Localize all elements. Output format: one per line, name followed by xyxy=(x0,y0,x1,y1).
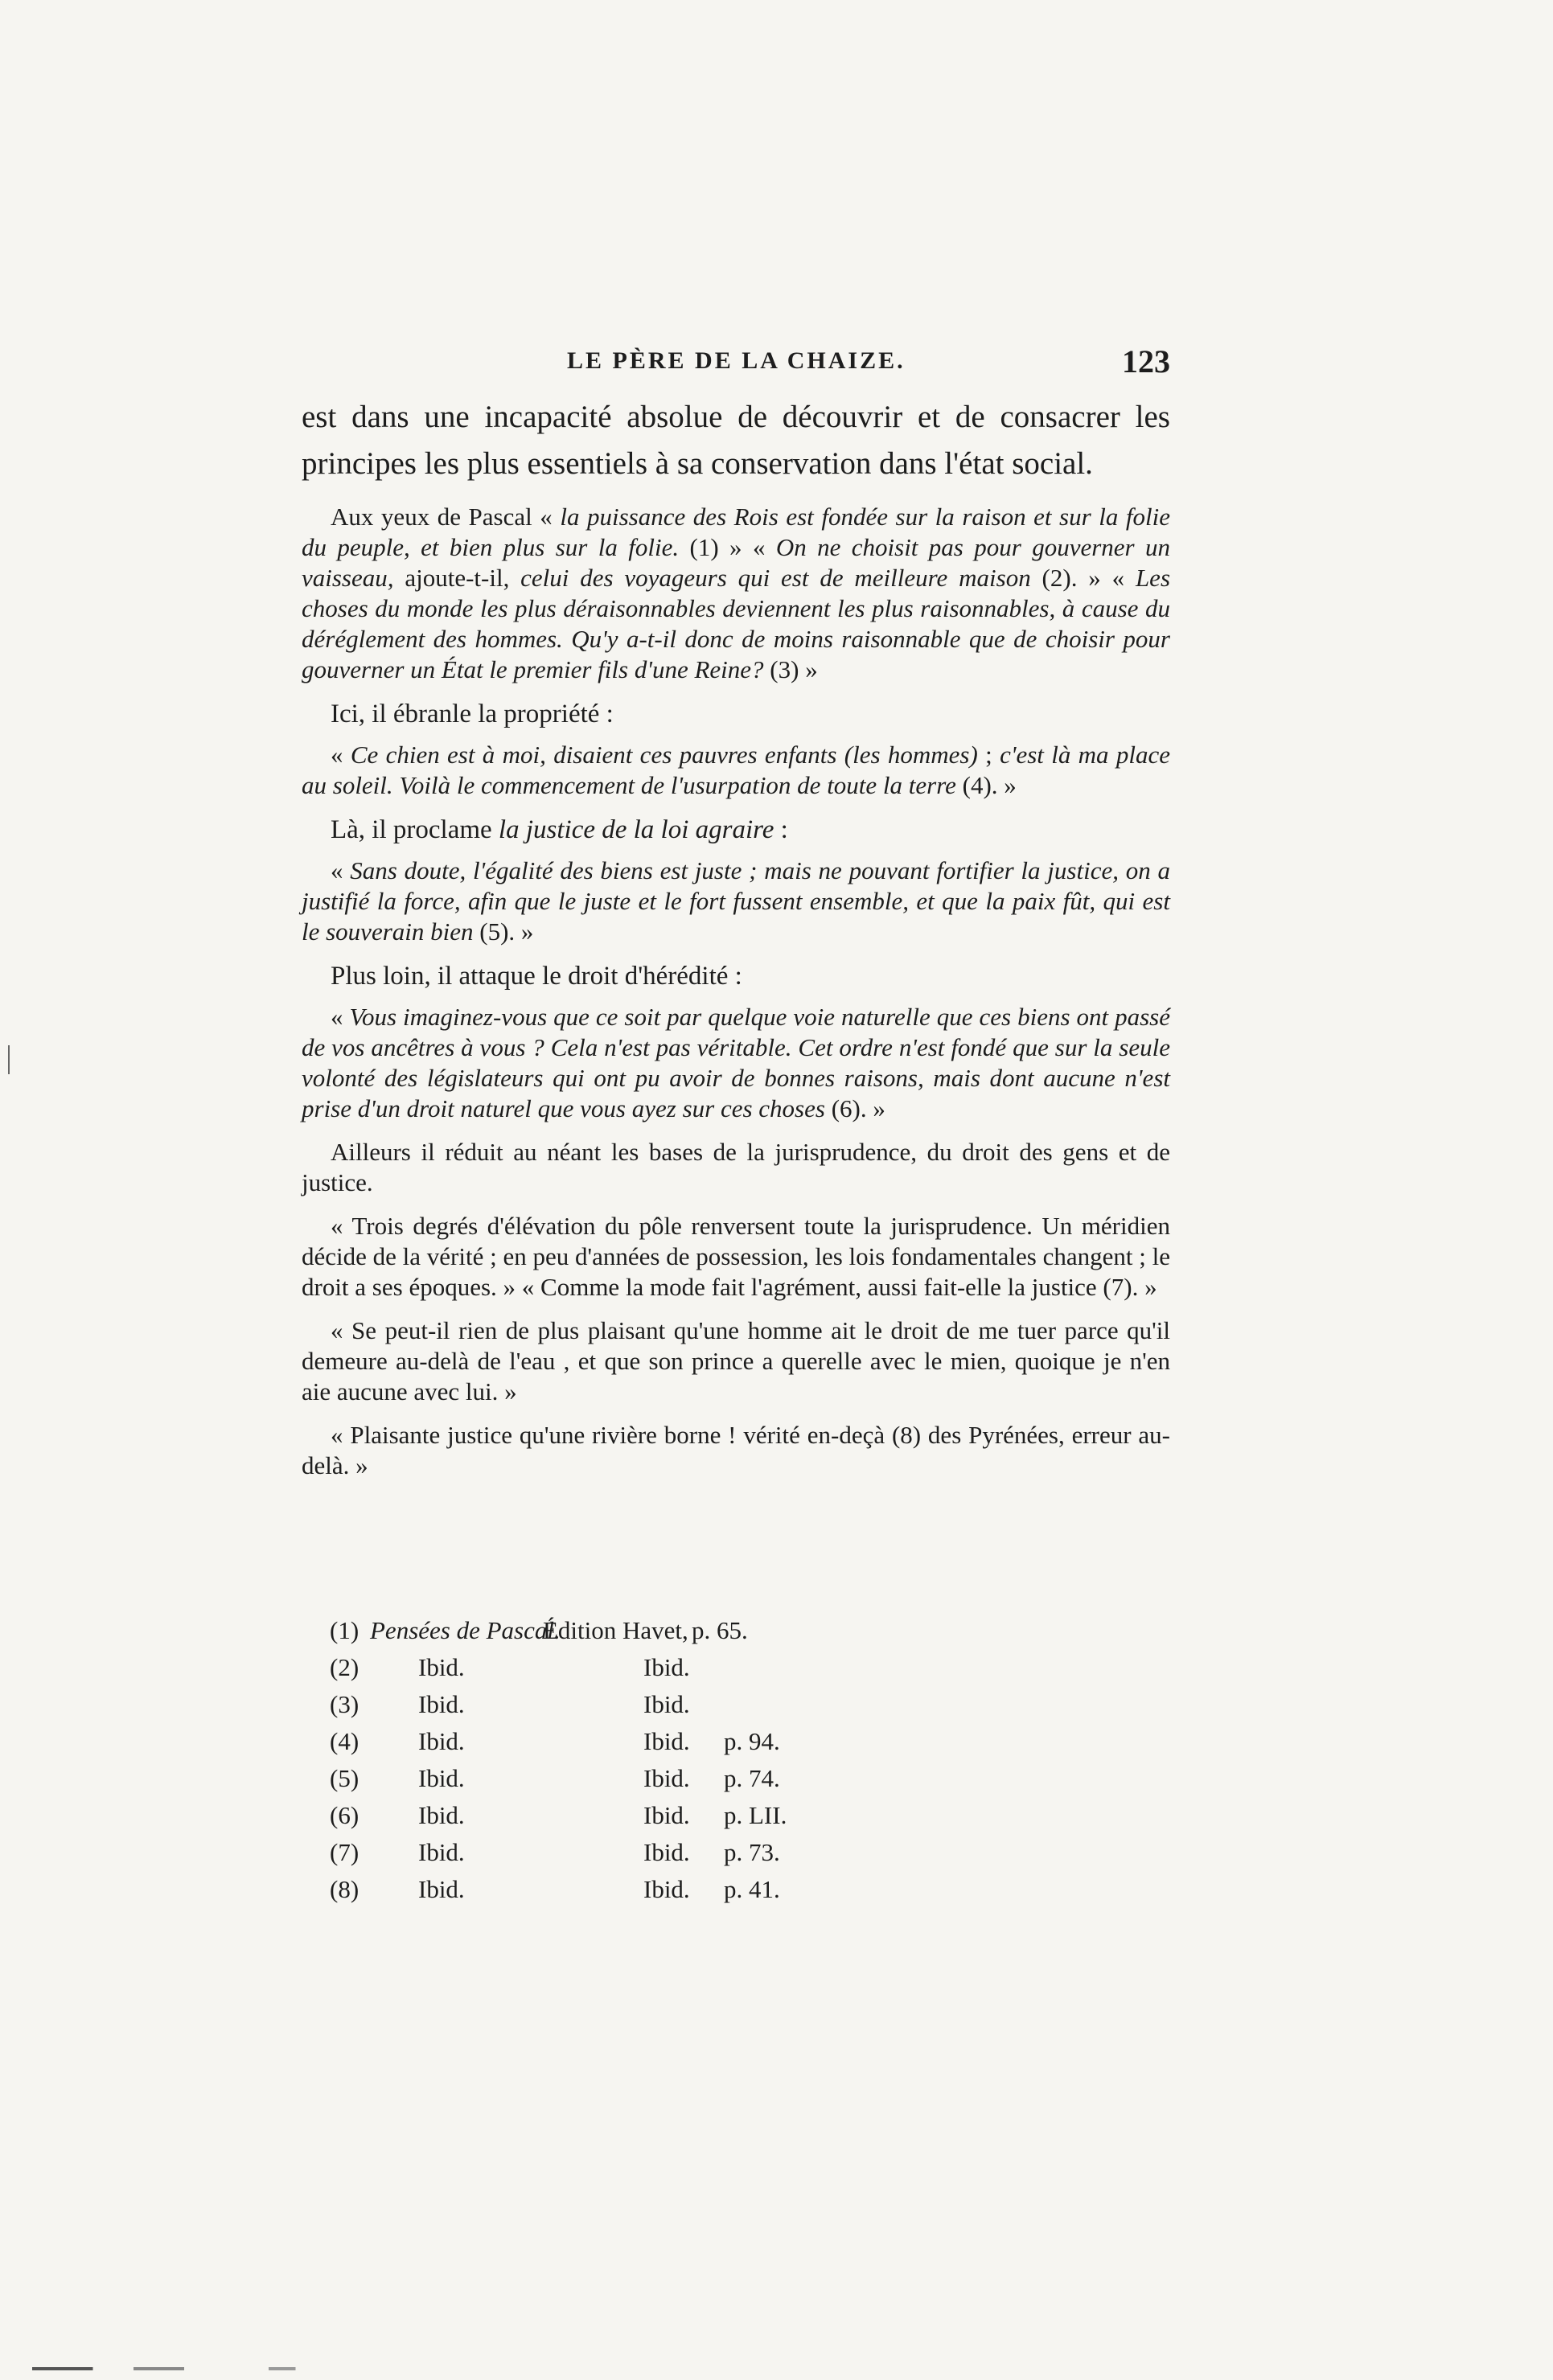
footnote-edition: Édition Havet, xyxy=(543,1616,688,1644)
footnote-number: (6) xyxy=(330,1801,359,1829)
text: « xyxy=(331,856,351,884)
footnote-reference: Ibid. xyxy=(418,1801,465,1829)
footnote-reference: Ibid. xyxy=(418,1764,465,1792)
footnote-number: (1) xyxy=(330,1616,359,1644)
footnote-row xyxy=(330,1797,893,1834)
scan-artifact xyxy=(32,2367,370,2370)
footnote-reference: Pensées de Pascal. xyxy=(370,1616,561,1644)
text: « xyxy=(331,1003,350,1031)
footnote-edition: Ibid. xyxy=(643,1690,690,1718)
footnote-edition: Ibid. xyxy=(643,1653,690,1681)
footnote-edition: Ibid. xyxy=(643,1764,690,1792)
footnote-row xyxy=(330,1871,893,1908)
quote-text: la puissance des Rois est fondée sur la raison et sur la folie du peuple, et bien plus sur la folie. xyxy=(302,503,1170,561)
quote-text: Les choses du monde les plus déraisonnables deviennent les plus raisonnables, à cause du déréglement des hommes. Qu'y a-t-il donc de moins raisonnable que de choisir pour gouverner un État le premier fils d'une Reine? xyxy=(302,564,1171,683)
text: ; xyxy=(977,741,1000,769)
footnote-reference: Ibid. xyxy=(418,1727,465,1755)
footnotes xyxy=(330,1612,893,1908)
body-text xyxy=(302,394,1170,1494)
footnote-reference: Ibid. xyxy=(418,1653,465,1681)
text: (6). » xyxy=(824,1094,885,1122)
footnote-page: p. 74. xyxy=(724,1764,780,1792)
text: (5). » xyxy=(473,917,534,946)
quote-text: Sans doute, l'égalité des biens est juste ; mais ne pouvant fortifier la justice, on a justifié la force, afin que le juste et le fort fussent ensemble, et que la paix fût, qui est le souverain bien xyxy=(302,856,1170,946)
running-title: LE PÈRE DE LA CHAIZE. xyxy=(567,347,906,374)
lead-in-property: Ici, il ébranle la propriété : xyxy=(331,700,614,728)
footnote-edition: Ibid. xyxy=(643,1875,690,1903)
text: (4). » xyxy=(955,771,1017,799)
footnote-number: (5) xyxy=(330,1764,359,1792)
quote-agrarian xyxy=(302,856,1170,947)
footnote-row xyxy=(330,1649,893,1686)
footnote-reference: Ibid. xyxy=(418,1690,465,1718)
italic-text: la justice de la loi agraire xyxy=(498,815,774,844)
footnote-page: p. 65. xyxy=(692,1616,748,1644)
text: Aux yeux de Pascal « xyxy=(331,503,561,531)
text: (1) » « xyxy=(679,533,776,561)
lead-paragraph: est dans une incapacité absolue de découvrir et de consacrer les principes les plus essentiels à sa conservation dans l'état social. xyxy=(302,400,1170,481)
quote-property xyxy=(302,740,1170,801)
footnote-number: (3) xyxy=(330,1690,359,1718)
footnote-number: (7) xyxy=(330,1838,359,1866)
footnote-page: p. 73. xyxy=(724,1838,780,1866)
footnote-row xyxy=(330,1723,893,1760)
text: (3) » xyxy=(763,655,818,683)
footnote-number: (2) xyxy=(330,1653,359,1681)
footnote-reference: Ibid. xyxy=(418,1875,465,1903)
page-header xyxy=(302,344,1170,384)
footnote-page: p. LII. xyxy=(724,1801,787,1829)
footnote-row xyxy=(330,1612,893,1649)
text: (2). » « xyxy=(1030,564,1136,592)
quote-text: Ce chien est à moi, disaient ces pauvres enfants (les hommes) xyxy=(350,741,978,769)
quote-text: celui des voyageurs qui est de meilleure maison xyxy=(520,564,1031,592)
text: Là, il proclame xyxy=(331,815,499,844)
text: ajoute-t-il, xyxy=(393,564,521,592)
footnote-page: p. 41. xyxy=(724,1875,780,1903)
footnote-row xyxy=(330,1834,893,1871)
paragraph-pascal xyxy=(302,502,1170,685)
lead-in-heredity: Plus loin, il attaque le droit d'hérédité : xyxy=(331,962,742,991)
quote-text: On ne choisit pas pour gouverner un vaisseau, xyxy=(302,533,1171,592)
quote-heredity xyxy=(302,1002,1170,1124)
lead-in-agrarian xyxy=(331,814,1170,846)
text: : xyxy=(774,815,788,844)
footnote-edition: Ibid. xyxy=(643,1838,690,1866)
page-number: 123 xyxy=(1122,343,1170,380)
margin-mark xyxy=(8,1045,10,1074)
footnote-row xyxy=(330,1760,893,1797)
footnote-number: (8) xyxy=(330,1875,359,1903)
paragraph-meridian: « Trois degrés d'élévation du pôle renversent toute la jurisprudence. Un méridien décide de la vérité ; en peu d'années de possession, les lois fondamentales changent ; le droit a ses époques. » « Comme la mode fait l'agrément, aussi fait-elle la justice (7). » xyxy=(302,1212,1170,1301)
text: « xyxy=(331,741,351,769)
footnote-edition: Ibid. xyxy=(643,1727,690,1755)
quote-text: c'est là ma place au soleil. Voilà le commencement de l'usurpation de toute la terre xyxy=(302,741,1170,799)
footnote-page: p. 94. xyxy=(724,1727,780,1755)
footnote-reference: Ibid. xyxy=(418,1838,465,1866)
quote-text: Vous imaginez-vous que ce soit par quelque voie naturelle que ces biens ont passé de vos ancêtres à vous ? Cela n'est pas véritable. Cet ordre n'est fondé que sur la seule volonté des législateurs qui ont pu avoir de bonnes raisons, mais dont aucune n'est prise d'un droit naturel que vous ayez sur ces choses xyxy=(302,1003,1171,1122)
footnote-edition: Ibid. xyxy=(643,1801,690,1829)
paragraph-river: « Se peut-il rien de plus plaisant qu'une homme ait le droit de me tuer parce qu'il demeure au-delà de l'eau , et que son prince a querelle avec le mien, quoique je n'en aie aucune avec lui. » xyxy=(302,1316,1170,1405)
paragraph-jurisprudence: Ailleurs il réduit au néant les bases de la jurisprudence, du droit des gens et de justice. xyxy=(302,1138,1170,1196)
footnote-row xyxy=(330,1686,893,1723)
paragraph-pyrenees: « Plaisante justice qu'une rivière borne ! vérité en-deçà (8) des Pyrénées, erreur au-delà. » xyxy=(302,1421,1170,1479)
footnote-number: (4) xyxy=(330,1727,359,1755)
